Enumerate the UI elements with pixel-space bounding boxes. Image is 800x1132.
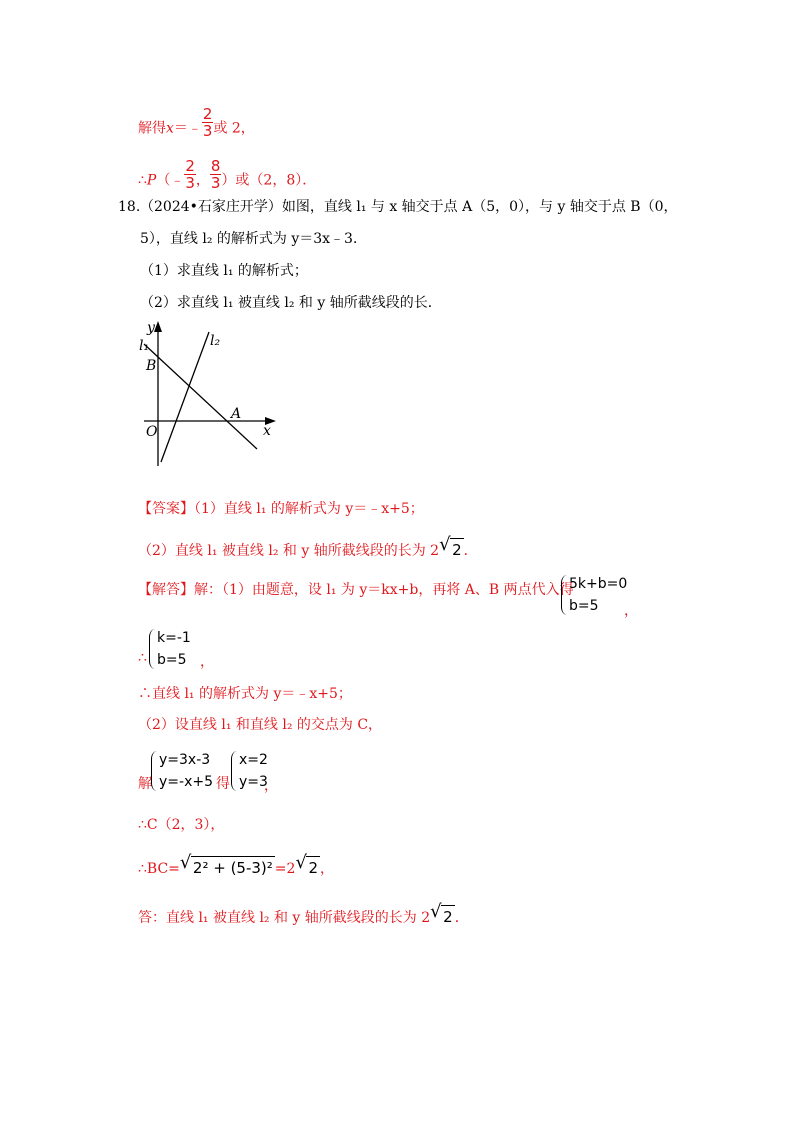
fraction xyxy=(202,106,214,139)
label-l2: l₂ xyxy=(210,333,221,349)
var-x: x xyxy=(166,120,174,137)
solve-x-line xyxy=(138,105,255,145)
problem-line-2: 5），直线 l₂ 的解析式为 y＝3x﹣3． xyxy=(140,231,367,247)
eq: y=-x+5 xyxy=(159,774,213,790)
text: ， xyxy=(319,861,334,877)
sqrt xyxy=(430,905,455,927)
label-x: x xyxy=(263,423,271,439)
question-1: （1）求直线 l₁ 的解析式； xyxy=(140,263,308,279)
system-3 xyxy=(150,749,213,793)
solution-line-5-prefix: 解 xyxy=(138,776,152,792)
point-p-line xyxy=(138,157,317,197)
text: 解得 xyxy=(138,120,166,137)
answer-tag: 【答案】 xyxy=(138,501,194,517)
sqrt xyxy=(180,856,275,878)
sqrt xyxy=(295,856,320,878)
numerator: 2 xyxy=(185,157,195,175)
text: 答：直线 l₁ 被直线 l₂ 和 y 轴所截线段的长为 2 xyxy=(138,910,431,926)
problem-number: 18. xyxy=(118,199,141,215)
radicand: 2 xyxy=(306,856,320,878)
brace-system xyxy=(230,749,268,793)
solution-line-2-prefix: ∴ xyxy=(138,650,147,666)
text: 或 2， xyxy=(213,120,255,137)
system-1 xyxy=(560,573,627,617)
solution-line-6: ∴C（2，3）， xyxy=(138,817,225,833)
answer-1: （1）直线 l₁ 的解析式为 y＝﹣x+5； xyxy=(194,501,424,517)
eq: x=2 xyxy=(239,752,268,768)
answer-line-1 xyxy=(138,499,424,519)
eq: k=-1 xyxy=(157,630,191,646)
text: ＝﹣ xyxy=(173,120,202,137)
label-a: A xyxy=(231,406,242,422)
label-y: y xyxy=(147,320,155,336)
text: （﹣ xyxy=(156,172,185,189)
denominator: 3 xyxy=(185,174,195,192)
answer-line-2 xyxy=(138,538,478,561)
eq: b=5 xyxy=(569,598,599,614)
label-b: B xyxy=(146,358,157,374)
var-p: P xyxy=(146,172,157,189)
brace-system xyxy=(560,573,627,617)
text: ∴BC= xyxy=(138,861,180,877)
problem-line-1: （2024•石家庄开学）如图，直线 l₁ 与 x 轴交于点 A（5，0），与 y 轴交于点 B（0， xyxy=(140,199,678,215)
eq: 5k+b=0 xyxy=(569,576,628,592)
text: =2 xyxy=(274,861,296,877)
final-answer xyxy=(138,905,469,928)
solution-tag: 【解答】 xyxy=(138,582,194,598)
text: ， xyxy=(195,172,210,189)
numerator: 8 xyxy=(210,157,221,175)
solution-line-1 xyxy=(138,580,574,600)
fraction xyxy=(210,158,222,191)
label-o: O xyxy=(146,424,158,440)
text: ． xyxy=(463,543,478,559)
fraction xyxy=(184,158,196,191)
system-2 xyxy=(148,627,191,671)
solution-line-4: （2）设直线 l₁ 和直线 l₂ 的交点为 C， xyxy=(138,717,383,733)
radicand: 2² + (5-3)² xyxy=(191,856,275,878)
text: ∴ xyxy=(138,172,147,189)
question-2: （2）求直线 l₁ 被直线 l₂ 和 y 轴所截线段的长． xyxy=(140,295,442,311)
line-l1 xyxy=(144,344,257,449)
text: ． xyxy=(454,910,469,926)
radicand: 2 xyxy=(441,905,455,927)
system-1-after: ， xyxy=(624,603,638,619)
solution-line-7 xyxy=(138,856,334,879)
numerator: 2 xyxy=(202,105,213,123)
brace-system xyxy=(150,749,213,793)
solution-line-3: ∴直线 l₁ 的解析式为 y＝﹣x+5； xyxy=(138,686,352,702)
text: 解：（1）由题意，设 l₁ 为 y＝kx+b，再将 A、B 两点代入得 xyxy=(194,582,574,598)
system-4 xyxy=(230,749,268,793)
coordinate-figure xyxy=(130,318,290,468)
answer-2: （2）直线 l₁ 被直线 l₂ 和 y 轴所截线段的长为 2 xyxy=(138,543,440,559)
eq: y=3x-3 xyxy=(159,752,211,768)
brace-system xyxy=(148,627,191,671)
text: ）或（2，8）． xyxy=(221,172,317,189)
denominator: 3 xyxy=(210,174,221,192)
sqrt xyxy=(439,538,464,560)
eq: y=3 xyxy=(239,774,268,790)
y-axis-arrow xyxy=(154,321,162,332)
system-4-after: ， xyxy=(264,778,278,794)
system-2-after: ， xyxy=(200,654,214,670)
label-l1: l₁ xyxy=(139,338,150,354)
denominator: 3 xyxy=(202,122,213,140)
eq: b=5 xyxy=(157,652,187,668)
solution-line-5-mid: 得 xyxy=(216,776,230,792)
radicand: 2 xyxy=(450,538,464,560)
